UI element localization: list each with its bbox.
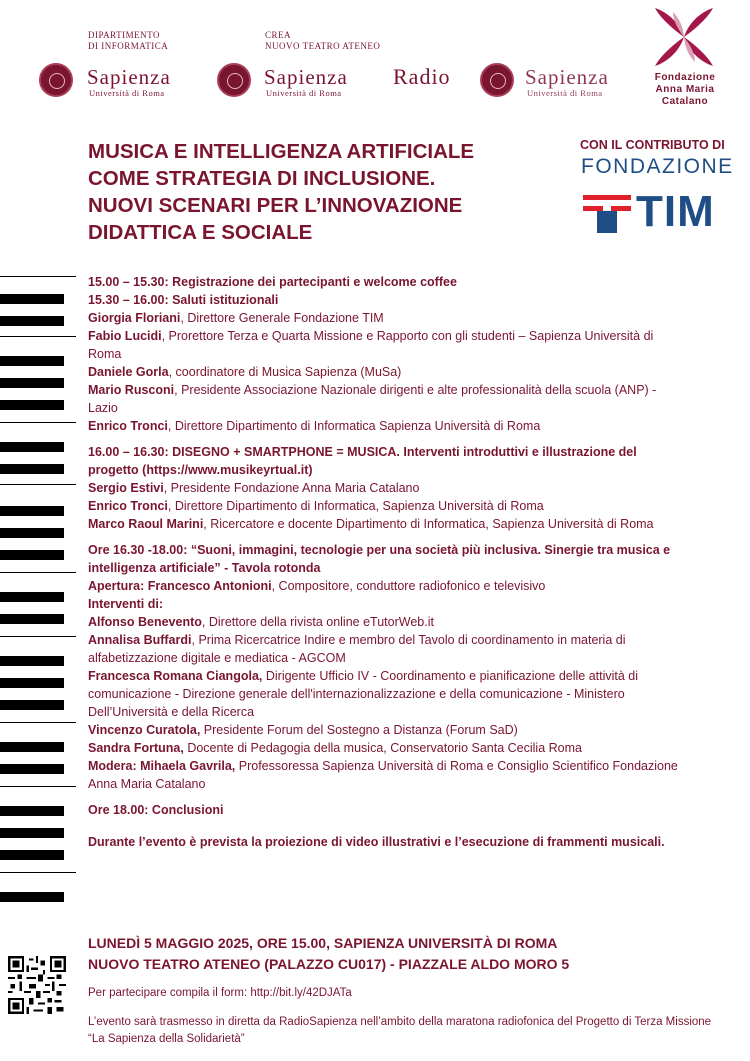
event-date-place: LUNEDÌ 5 MAGGIO 2025, ORE 15.00, SAPIENZA UNIVERSITÀ DI ROMA NUOVO TEATRO ATENEO (PALAZZO CU017) - PIAZZALE ALDO MORO 5 xyxy=(88,935,570,972)
sapienza-seal-icon xyxy=(217,63,251,97)
sapienza-sublabel: Università di Roma xyxy=(89,88,165,98)
program-item: 15.00 – 15.30: Registrazione dei partecipanti e welcome coffee xyxy=(88,275,457,289)
sponsor-label: CON IL CONTRIBUTO DI xyxy=(580,138,725,152)
program-section-saluti: 15.30 – 16.00: Saluti istituzionali Giorgia Floriani, Direttore Generale Fondazione TIM Fabio Lucidi, Prorettore Terza e Quarta Missione e Rapporto con gli studenti – Sapienza Università di Roma Daniele Gorla, coordinatore di Musica Sapienza (MuSa) Mario Rusconi, Presidente Associazione Nazionale dirigenti e alte professionalità della scuola (ANP) - Lazio Enrico Tronci, Direttore Dipartimento di Informatica Sapienza Università di Roma xyxy=(88,293,657,433)
sapienza-logo-text: Sapienza xyxy=(87,65,171,89)
program-section-tavola-rotonda: Ore 16.30 -18.00: “Suoni, immagini, tecnologie per una società più inclusiva. Sinergie tra musica e intelligenza artificiale” - Tavola rotonda Apertura: Francesco Antonioni, Compositore, conduttore radiofonico e televisivo Interventi di: Alfonso Benevento, Direttore della rivista online eTutorWeb.it Annalisa Buffardi, Prima Ricercatrice Indire e membro del Tavolo di coordinamento in materia di alfabetizzazione digitale e mediatica - AGCOM Francesca Romana Ciangola, Dirigente Ufficio IV - Coordinamento e pianificazione delle attività di comunicazione - Direzione generale dell'internazionalizzazione e della comunicazione - Ministero Dell’Università e della Ricerca Vincenzo Curatola, Presidente Forum del Sostegno a Distanza (Forum SaD) Sandra Fortuna, Docente di Pedagogia della musica, Conservatorio Santa Cecilia Roma Modera: Mihaela Gavrila, Professoressa Sapienza Università di Roma e Consiglio Scientifico Fondazione Anna Maria Catalano xyxy=(88,543,678,791)
tim-logo-text: TIM xyxy=(636,187,715,236)
sapienza-seal-icon xyxy=(39,63,73,97)
sapienza-logo-text: Sapienza xyxy=(264,65,348,89)
qr-code-icon xyxy=(8,956,66,1014)
fondazione-catalano-logo-icon xyxy=(651,6,717,68)
program-item: Ore 18.00: Conclusioni xyxy=(88,803,224,817)
program-section-progetto: 16.00 – 16.30: DISEGNO + SMARTPHONE = MUSICA. Interventi introduttivi e illustrazione del progetto (https://www.musikeyrtual.it) Sergio Estivi, Presidente Fondazione Anna Maria Catalano Enrico Tronci, Direttore Dipartimento di Informatica, Sapienza Università di Roma Marco Raoul Marini, Ricercatore e docente Dipartimento di Informatica, Sapienza Università di Roma xyxy=(88,445,654,531)
tim-logo-icon xyxy=(583,195,631,233)
fondazione-catalano-label: Fondazione Anna Maria Catalano xyxy=(654,72,716,107)
sapienza-sublabel: Università di Roma xyxy=(266,88,342,98)
sapienza-logo-text: Sapienza xyxy=(525,65,609,89)
registration-form-link[interactable]: Per partecipare compila il form: http://bit.ly/42DJATa xyxy=(88,987,352,999)
event-title: MUSICA E INTELLIGENZA ARTIFICIALE COME STRATEGIA DI INCLUSIONE. NUOVI SCENARI PER L’INNOVAZIONE DIDATTICA E SOCIALE xyxy=(88,140,475,244)
program xyxy=(88,273,678,851)
crea-label: CREA NUOVO TEATRO ATENEO xyxy=(265,30,381,51)
sponsor-fondazione: FONDAZIONE xyxy=(581,155,734,178)
program-note: Durante l’evento è prevista la proiezione di video illustrativi e l’esecuzione di frammenti musicali. xyxy=(88,835,665,849)
radio-logo-text: Radio xyxy=(393,64,451,89)
broadcast-note: L’evento sarà trasmesso in diretta da RadioSapienza nell’ambito della maratona radiofonica del Progetto di Terza Missione “La Sapienza della Solidarietà” xyxy=(88,1016,712,1045)
sapienza-seal-icon xyxy=(480,63,514,97)
piano-keys-decoration xyxy=(0,270,64,910)
dept-informatica-label: DIPARTIMENTO DI INFORMATICA xyxy=(88,30,169,51)
sapienza-sublabel: Università di Roma xyxy=(527,88,603,98)
